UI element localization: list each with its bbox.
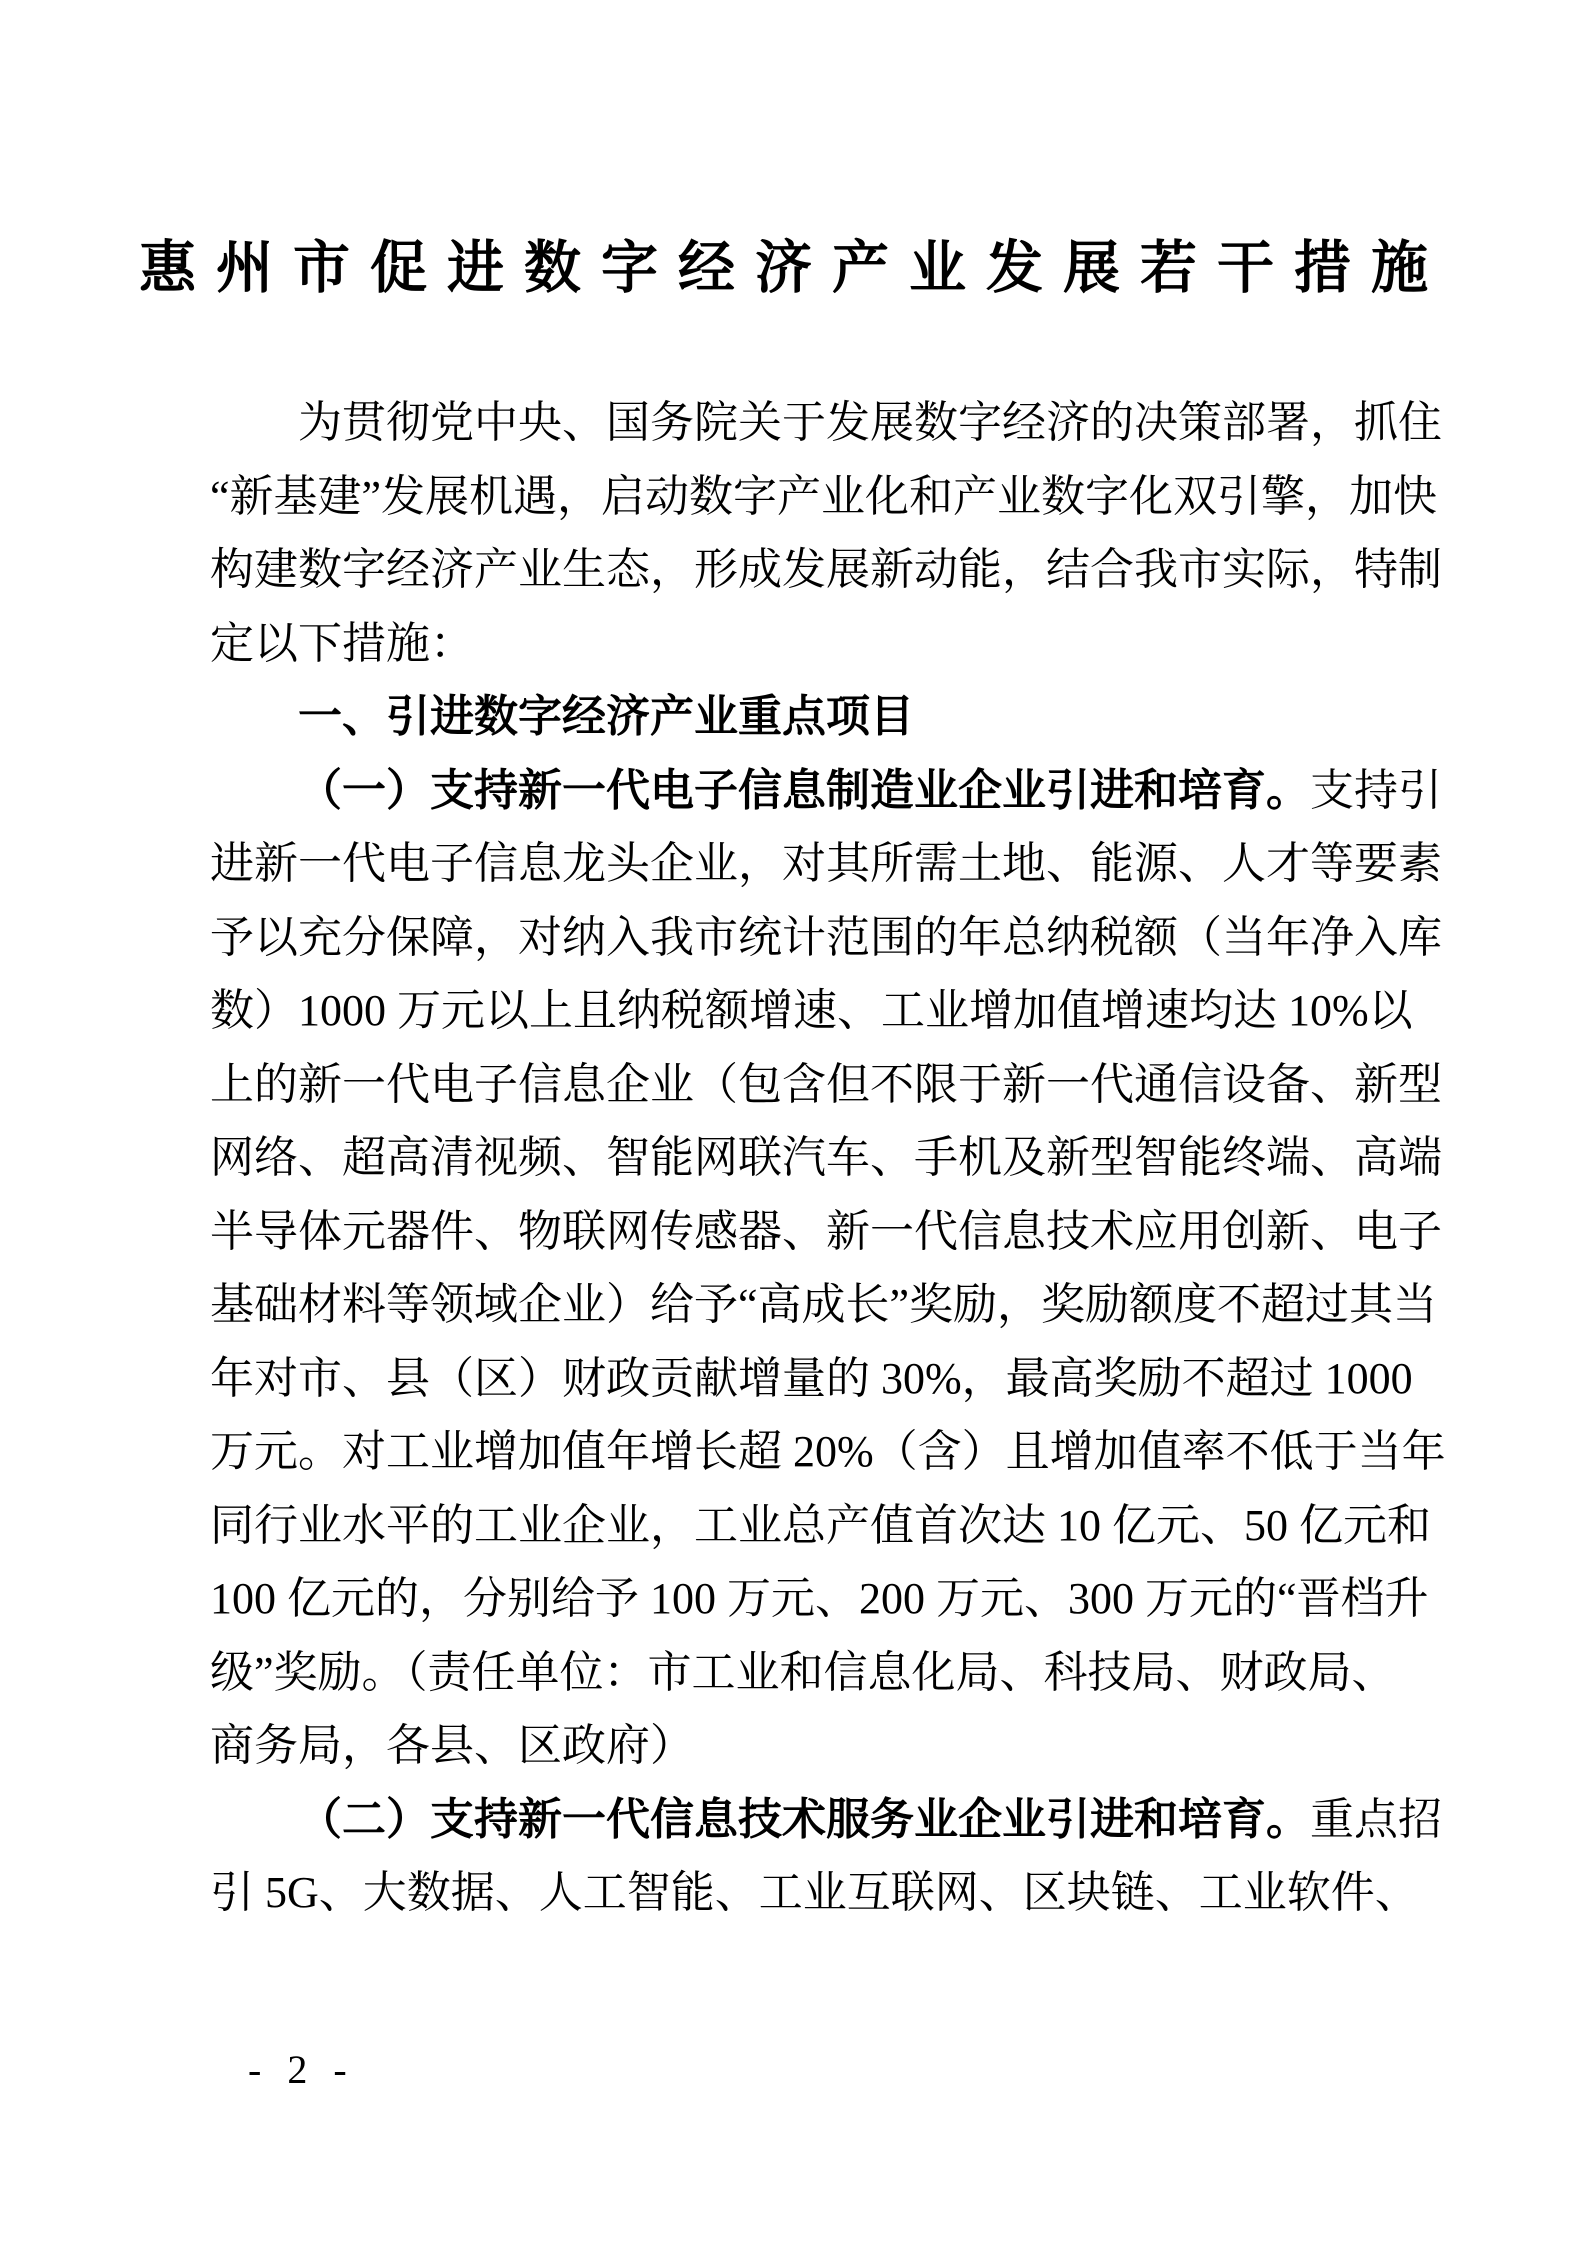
document-title: 惠州市促进数字经济产业发展若干措施 xyxy=(139,237,1448,300)
text-line: 级”奖励。（责任单位：市工业和信息化局、科技局、财政局、 xyxy=(210,1647,1396,1697)
text-line: 万元。对工业增加值年增长超 20%（含）且增加值率不低于当年 xyxy=(210,1427,1446,1476)
clause-lead-text: （一）支持新一代电子信息制造业企业引进和培育。 xyxy=(298,765,1310,815)
body-text: 重点招 xyxy=(1310,1794,1442,1844)
document-body xyxy=(210,386,1446,1930)
body-text: 支持引 xyxy=(1310,765,1442,815)
clause-lead-text: （二）支持新一代信息技术服务业企业引进和培育。 xyxy=(298,1794,1310,1844)
text-line: 半导体元器件、物联网传感器、新一代信息技术应用创新、电子 xyxy=(210,1206,1442,1256)
text-line: 构建数字经济产业生态，形成发展新动能，结合我市实际，特制 xyxy=(210,545,1442,594)
text-line: 100 亿元的，分别给予 100 万元、200 万元、300 万元的“晋档升 xyxy=(210,1574,1429,1623)
text-line: 予以充分保障，对纳入我市统计范围的年总纳税额（当年净入库 xyxy=(210,912,1442,962)
text-line: 同行业水平的工业企业，工业总产值首次达 10 亿元、50 亿元和 xyxy=(210,1500,1431,1550)
section-heading: 一、引进数字经济产业重点项目 xyxy=(298,692,914,741)
text-line: 数）1000 万元以上且纳税额增速、工业增加值增速均达 10%以 xyxy=(210,986,1413,1035)
text-line: 基础材料等领域企业）给予“高成长”奖励，奖励额度不超过其当 xyxy=(210,1280,1438,1329)
page-number: - 2 - xyxy=(248,2047,355,2092)
text-line xyxy=(210,1783,1442,1857)
text-line: 为贯彻党中央、国务院关于发展数字经济的决策部署，抓住 xyxy=(298,398,1442,447)
text-line: 引 5G、大数据、人工智能、工业互联网、区块链、工业软件、 xyxy=(210,1868,1419,1917)
text-line: 定以下措施： xyxy=(210,618,474,668)
text-line: “新基建”发展机遇，启动数字产业化和产业数字化双引擎，加快 xyxy=(210,471,1438,521)
text-line: 年对市、县（区）财政贡献增量的 30%，最高奖励不超过 1000 xyxy=(210,1353,1413,1403)
text-line xyxy=(210,754,1442,828)
text-line: 商务局，各县、区政府） xyxy=(210,1721,694,1770)
text-line: 上的新一代电子信息企业（包含但不限于新一代通信设备、新型 xyxy=(210,1059,1442,1109)
text-line: 网络、超高清视频、智能网联汽车、手机及新型智能终端、高端 xyxy=(210,1133,1442,1182)
text-line: 进新一代电子信息龙头企业，对其所需土地、能源、人才等要素 xyxy=(210,839,1442,888)
